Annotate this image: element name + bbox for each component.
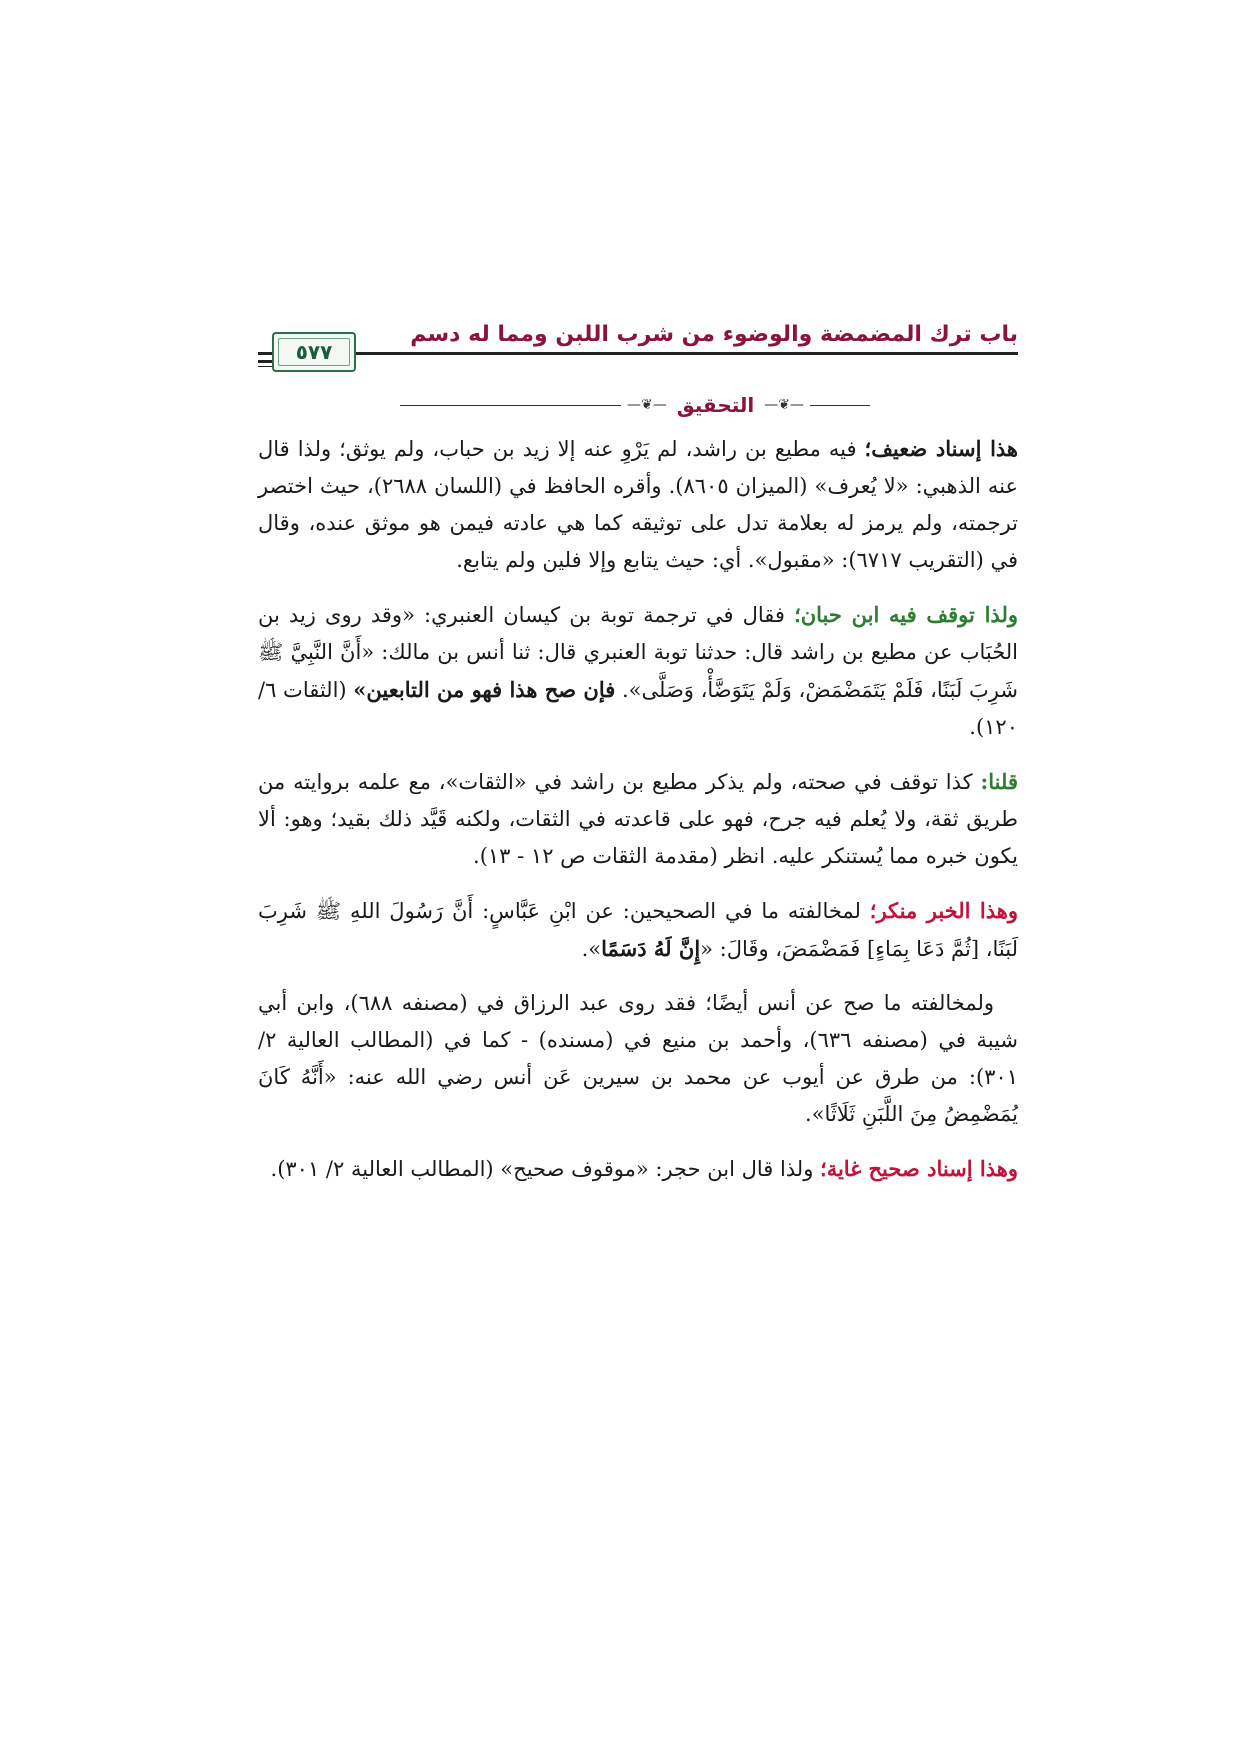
- ornament-left-icon: —❦—: [627, 397, 667, 413]
- paragraph-1-lead: هذا إسناد ضعيف؛: [864, 436, 1018, 461]
- paragraph-6-text: ولذا قال ابن حجر: «موقوف صحيح» (المطالب العالية ٢/ ٣٠١).: [270, 1157, 821, 1181]
- paragraph-2-text-b: (الثقات ٦/ ١٢٠).: [258, 678, 1018, 739]
- paragraph-4-lead: وهذا الخبر منكر؛: [869, 898, 1018, 923]
- divider-line-left: [400, 405, 621, 406]
- paragraph-1: [258, 430, 1018, 579]
- paragraph-4-text-b: ».: [581, 937, 602, 961]
- header-rule-short: [258, 360, 272, 363]
- paragraph-5-text: ولمخالفته ما صح عن أنس أيضًا؛ فقد روى عبد الرزاق في (مصنفه ٦٨٨)، وابن أبي شيبة في (مصنفه ٦٣٦)، وأحمد بن منيع في (مسنده) - كما في (المطالب العالية ٢/ ٣٠١): من طرق عن أيوب عن محمد بن سيرين عَن أنس رضي الله عنه: «أَنَّهُ كَانَ يُمَضْمِضُ مِنَ اللَّبَنِ ثَلَاثًا».: [258, 991, 1018, 1126]
- body-text: [258, 430, 1018, 1205]
- paragraph-2-bold: فإن صح هذا فهو من التابعين»: [353, 677, 616, 702]
- paragraph-1-text: فيه مطيع بن راشد، لم يَرْوِ عنه إلا زيد بن حباب، ولم يوثق؛ ولذا قال عنه الذهبي: «لا يُعرف» (الميزان ٨٦٠٥). وأقره الحافظ في (اللسان ٢٦٨٨)، حيث اختصر ترجمته، ولم يرمز له بعلامة تدل على توثيقه كما هي عادته فيمن هو موثق عنده، وقال في (التقريب ٦٧١٧): «مقبول». أي: حيث يتابع وإلا فلين ولم يتابع.: [258, 437, 1019, 572]
- paragraph-2-text-a: فقال في ترجمة توبة بن كيسان العنبري: «وقد روى زيد بن الحُبَاب عن مطيع بن راشد قال: حدثنا توبة العنبري قال: ثنا أنس بن مالك: «أَنَّ النَّبِيَّ ﷺ شَرِبَ لَبَنًا، فَلَمْ يَتَمَضْمَضْ، وَلَمْ يَتَوَضَّأْ، وَصَلَّى».: [258, 603, 1018, 702]
- paragraph-6: [258, 1150, 1018, 1188]
- divider-line-right: [810, 405, 870, 406]
- paragraph-4-text-a: لمخالفته ما في الصحيحين: عن ابْنِ عَبَّاسٍ: أَنَّ رَسُولَ اللهِ ﷺ شَرِبَ لَبَنًا، [ثُمَّ دَعَا بِمَاءٍ] فَمَضْمَضَ، وقَالَ: «: [258, 899, 1018, 961]
- header-rule-bottom: [258, 366, 272, 367]
- page-number: ٥٧٧: [295, 340, 333, 364]
- paragraph-5: [258, 985, 1018, 1133]
- paragraph-2-lead: ولذا توقف فيه ابن حبان؛: [794, 602, 1018, 627]
- page-number-badge: [272, 332, 356, 372]
- paragraph-4: [258, 892, 1018, 968]
- paragraph-4-bold: إِنَّ لَهُ دَسَمًا: [601, 936, 701, 961]
- paragraph-3-text: كذا توقف في صحته، ولم يذكر مطيع بن راشد في «الثقات»، مع علمه بروايته من طريق ثقة، ولا يُعلم فيه جرح، فهو على قاعدته في الثقات، ولكنه قَيَّد ذلك بقيد؛ وهو: ألا يكون خبره مما يُستنكر عليه. انظر (مقدمة الثقات ص ١٢ - ١٣).: [258, 770, 1018, 868]
- running-title: باب ترك المضمضة والوضوء من شرب اللبن ومما له دسم: [410, 322, 1018, 347]
- paragraph-3-lead: قلنا:: [980, 769, 1018, 794]
- paragraph-2: [258, 596, 1018, 746]
- paragraph-6-lead: وهذا إسناد صحيح غاية؛: [820, 1156, 1018, 1181]
- paragraph-3: [258, 763, 1018, 875]
- section-divider: [400, 390, 870, 420]
- section-heading: التحقيق: [676, 393, 755, 417]
- header-rule-top: [258, 352, 1018, 355]
- ornament-right-icon: —❦—: [764, 397, 804, 413]
- page-header: [258, 318, 1018, 382]
